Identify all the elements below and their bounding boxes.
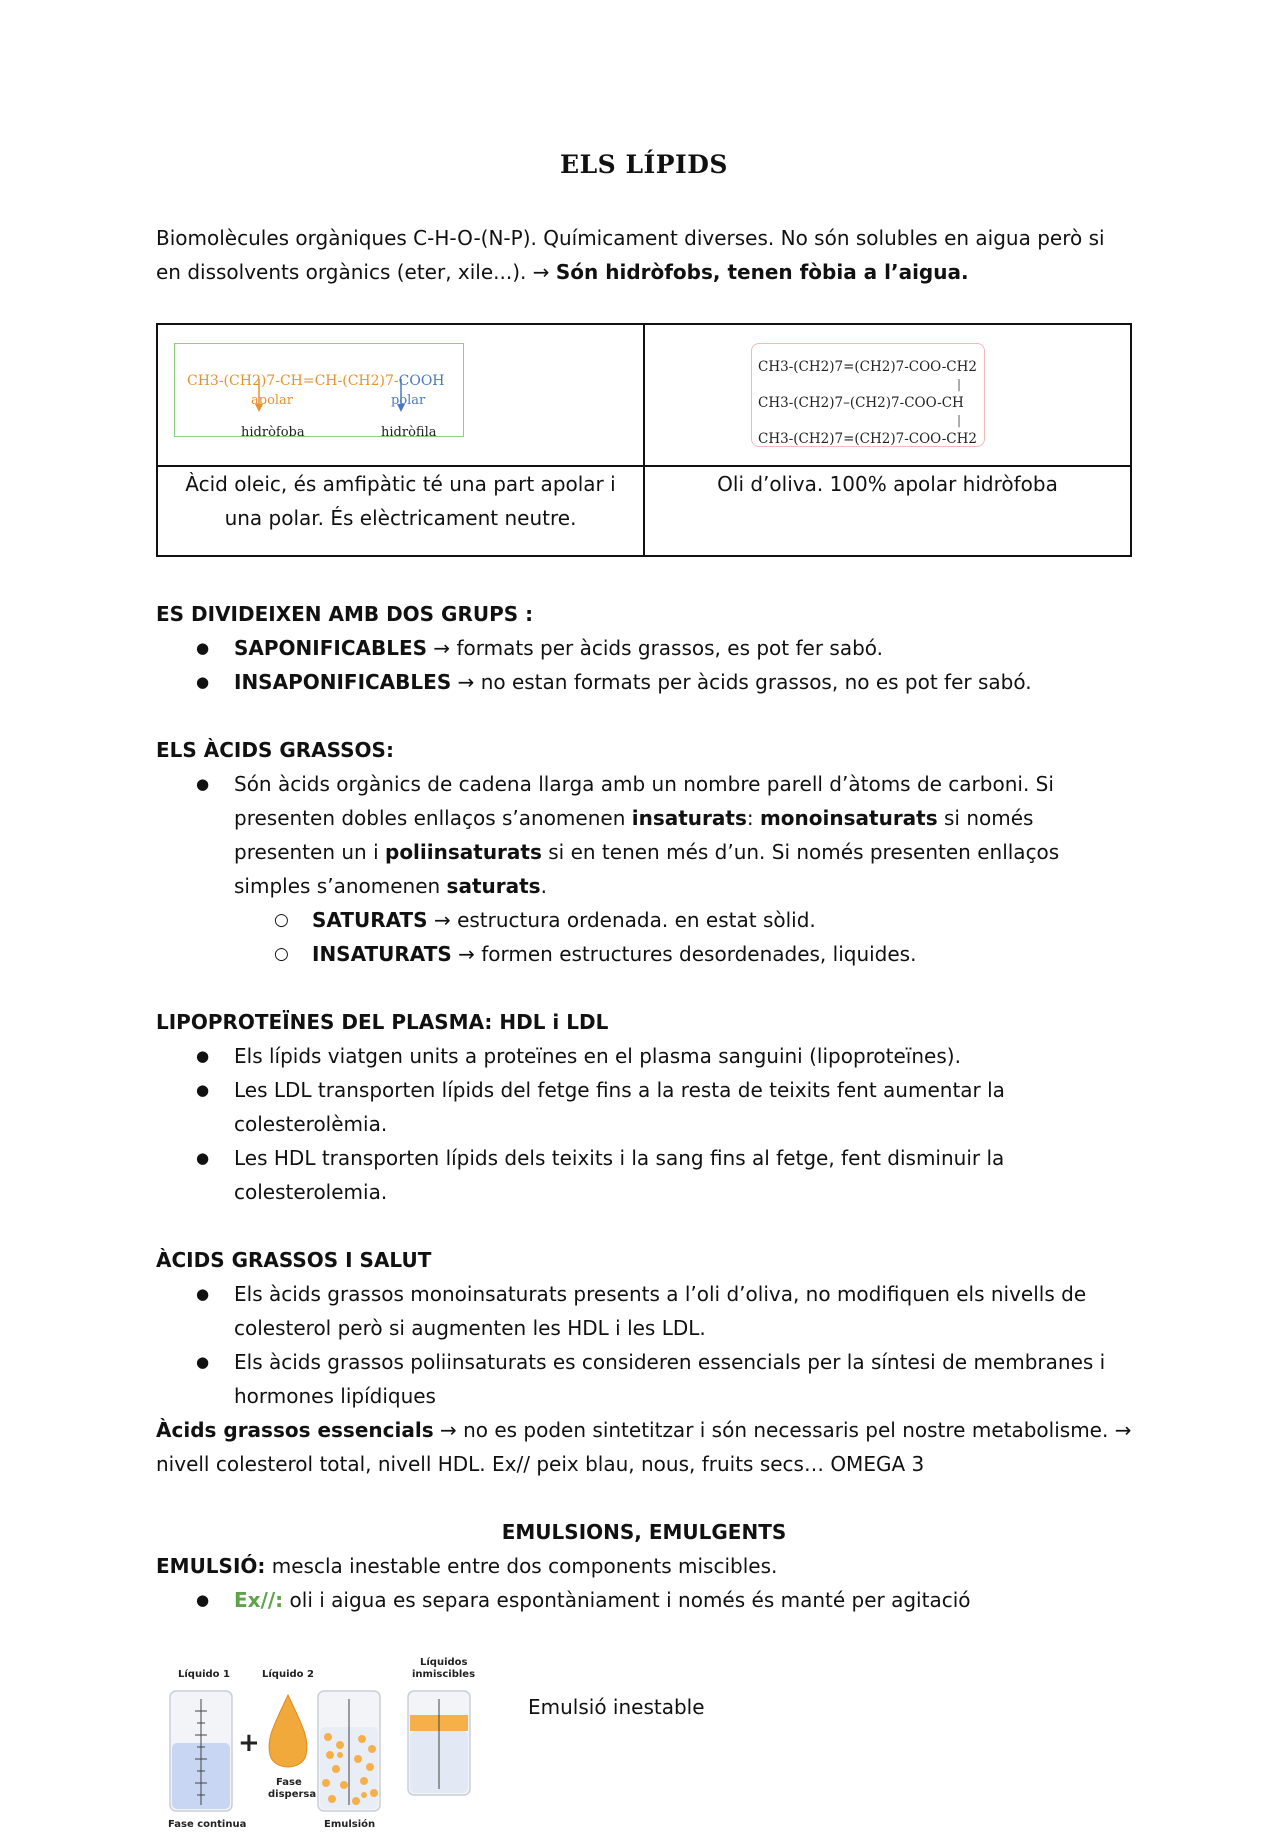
bond-bar: | — [957, 413, 962, 427]
olive-oil-image-cell — [644, 324, 1131, 466]
emulsion-label: Emulsión — [324, 1819, 376, 1830]
triglyceride-line-3: CH3-(CH2)7=(CH2)7-COO-CH2 — [758, 431, 977, 447]
apolar-label: apolar — [251, 393, 294, 408]
bond-bar: | — [957, 377, 962, 391]
oleic-acid-diagram — [174, 343, 464, 440]
formula-table — [156, 323, 1132, 557]
triglyceride-line-2: CH3-(CH2)7–(CH2)7-COO-CH — [758, 395, 964, 411]
list-item: ○ SATURATS → estructura ordenada. en estat sòlid. — [312, 903, 1132, 937]
fatty-acids-sublist — [234, 903, 1132, 971]
continuous-phase-label: Fase continua — [168, 1819, 247, 1830]
liquid-1-label: Líquido 1 — [178, 1669, 230, 1680]
dispersed-drop — [269, 1695, 307, 1767]
liquid-2-label: Líquido 2 — [262, 1669, 314, 1680]
oleic-formula: CH3-(CH2)7-CH=CH-(CH2)7-COOH — [187, 373, 445, 389]
triglyceride-diagram — [751, 343, 985, 447]
hydrophilic-label: hidròfila — [381, 425, 437, 440]
emulsion-figure — [156, 1655, 1132, 1835]
lipoproteins-heading: LIPOPROTEÏNES DEL PLASMA: HDL i LDL — [156, 1010, 609, 1034]
groups-list — [156, 631, 1132, 699]
polar-label: polar — [391, 393, 426, 408]
triglyceride-line-1: CH3-(CH2)7=(CH2)7-COO-CH2 — [758, 359, 977, 375]
list-item: ● Les LDL transporten lípids del fetge fins a la resta de teixits fent aumentar la colesterolèmia. — [234, 1073, 1132, 1141]
fatty-acids-heading: ELS ÀCIDS GRASSOS: — [156, 738, 394, 762]
groups-heading: ES DIVIDEIXEN AMB DOS GRUPS : — [156, 602, 534, 626]
beaker-immiscible — [408, 1691, 470, 1795]
immiscible-label: inmiscibles — [412, 1669, 476, 1680]
oleic-acid-caption: Àcid oleic, és amfipàtic té una part apolar i una polar. És elèctricament neutre. — [157, 466, 644, 556]
list-item: ● Ex//: oli i aigua es separa espontàniament i només és manté per agitació — [234, 1583, 1132, 1617]
fatty-acids-list — [156, 767, 1132, 971]
document-page — [156, 150, 1132, 1835]
list-item: ● Els àcids grassos monoinsaturats presents a l’oli d’oliva, no modifiquen els nivells de colesterol però si augmenten les HDL i les LDL. — [234, 1277, 1132, 1345]
page-title: ELS LÍPIDS — [560, 150, 728, 179]
emulsion-example-list — [156, 1583, 1132, 1617]
beaker-emulsion — [318, 1691, 380, 1811]
essential-fatty-acids-paragraph: Àcids grassos essencials → no es poden sintetitzar i són necessaris pel nostre metabolisme. → nivell colesterol total, nivell HDL. Ex// peix blau, nous, fruits secs… OMEGA 3 — [156, 1418, 1132, 1476]
plus-sign: + — [238, 1728, 260, 1758]
list-item: ○ INSATURATS → formen estructures desordenades, liquides. — [312, 937, 1132, 971]
dispersed-phase-label: Fase — [276, 1777, 302, 1788]
emulsion-illustration — [168, 1655, 528, 1835]
list-item: ● Les HDL transporten lípids dels teixits i la sang fins al fetge, fent disminuir la colesterolemia. — [234, 1141, 1132, 1209]
list-item: ● SAPONIFICABLES → formats per àcids grassos, es pot fer sabó. — [234, 631, 1132, 665]
olive-oil-caption: Oli d’oliva. 100% apolar hidròfoba — [644, 466, 1131, 556]
intro-bold: Són hidròfobs, tenen fòbia a l’aigua. — [555, 260, 969, 284]
beaker-liquid-1 — [170, 1691, 232, 1811]
emulsion-definition: EMULSIÓ: mescla inestable entre dos components miscibles. — [156, 1554, 778, 1578]
health-list — [156, 1277, 1132, 1413]
hydrophobic-label: hidròfoba — [241, 425, 305, 440]
list-item: ● Són àcids orgànics de cadena llarga amb un nombre parell d’àtoms de carboni. Si presenten dobles enllaços s’anomenen insaturats: monoinsaturats si només presenten un i poliinsaturats si en tenen més d’un. Si només presenten enllaços simples s’anomenen saturats. ○ SATURATS → estructura ordenada. en estat sòlid. ○ INSATURATS → formen estructures desordenades, liquides. — [234, 767, 1132, 971]
immiscible-label: Líquidos — [420, 1657, 468, 1668]
list-item: ● INSAPONIFICABLES → no estan formats per àcids grassos, no es pot fer sabó. — [234, 665, 1132, 699]
emulsions-heading: EMULSIONS, EMULGENTS — [501, 1520, 787, 1544]
list-item: ● Els lípids viatgen units a proteïnes en el plasma sanguini (lipoproteïnes). — [234, 1039, 1132, 1073]
emulsion-caption: Emulsió inestable — [528, 1695, 705, 1719]
oleic-acid-image-cell — [157, 324, 644, 466]
health-heading: ÀCIDS GRASSOS I SALUT — [156, 1248, 432, 1272]
intro-paragraph: Biomolècules orgàniques C-H-O-(N-P). Químicament diverses. No són solubles en aigua però si en dissolvents orgànics (eter, xile...). → Són hidròfobs, tenen fòbia a l’aigua. — [156, 226, 1105, 284]
list-item: ● Els àcids grassos poliinsaturats es consideren essencials per la síntesi de membranes i hormones lipídiques — [234, 1345, 1132, 1413]
dispersed-phase-label: dispersa — [268, 1789, 317, 1800]
lipoproteins-list — [156, 1039, 1132, 1209]
